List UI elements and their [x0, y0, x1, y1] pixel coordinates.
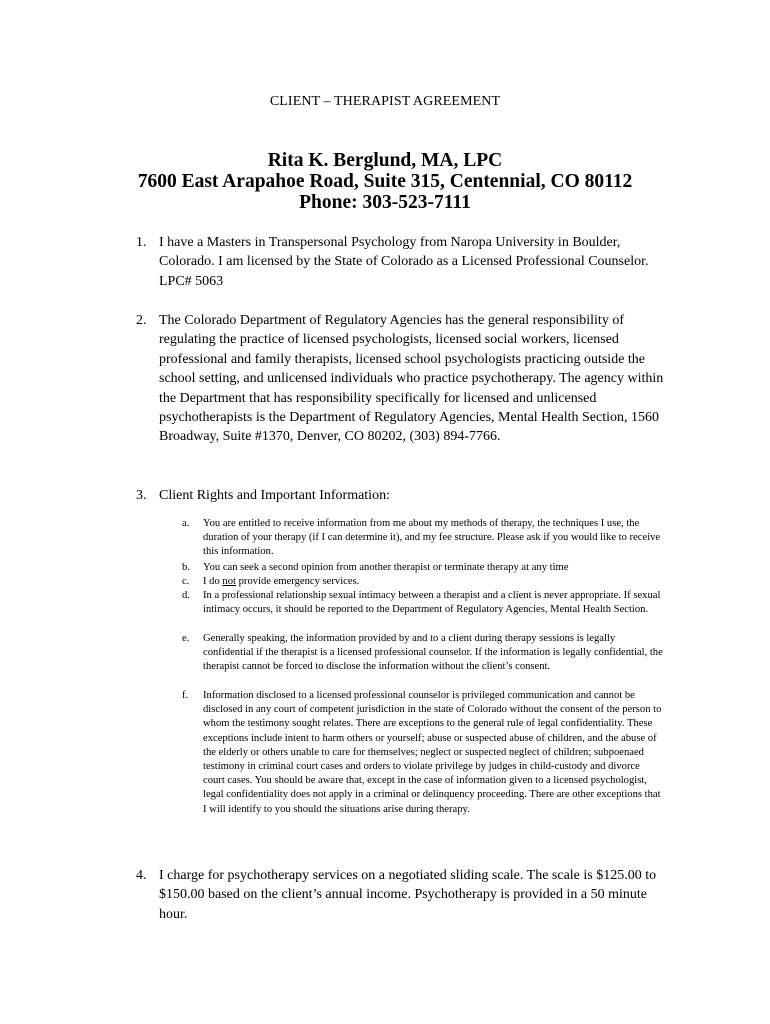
list-item-letter: f.: [182, 690, 189, 701]
therapist-header: [0, 150, 770, 213]
document-title: CLIENT – THERAPIST AGREEMENT: [269, 94, 501, 109]
item-text: I charge for psychotherapy services on a negotiated sliding scale. The scale is $125.00 to $150.00 based on the client’s annual income. Psychotherapy is provided in a 50 minute hour.: [159, 868, 657, 922]
list-item-letter: b.: [182, 562, 190, 573]
therapist-phone: Phone: 303-523-7111: [299, 192, 471, 213]
item-text: Client Rights and Important Information:: [159, 488, 390, 503]
list-item-letter: a.: [182, 518, 190, 529]
item-number: 2.: [136, 313, 147, 328]
list-item-text: Generally speaking, the information provided by and to a client during therapy sessions is legally confidential if the therapist is a licensed professional counselor. If the information is legally confidential, the therapist cannot be forced to disclose the information without the client’s consent.: [203, 633, 663, 673]
therapist-name: Rita K. Berglund, MA, LPC: [267, 150, 503, 171]
list-item-letter: e.: [182, 633, 190, 644]
item-number: 1.: [136, 235, 147, 250]
list-item-text: You can seek a second opinion from another therapist or terminate therapy at any time: [203, 562, 569, 573]
list-item-text: You are entitled to receive information from me about my methods of therapy, the techniques I use, the duration of your therapy (if I can determine it), and my fee structure. Please ask if you would like to receive this information.: [203, 518, 661, 558]
item-number: 4.: [136, 868, 147, 883]
therapist-address: 7600 East Arapahoe Road, Suite 315, Centennial, CO 80112: [137, 171, 633, 192]
list-item-text: Information disclosed to a licensed professional counselor is privileged communication and cannot be disclosed in any court of competent jurisdiction in the state of Colorado without the consent of the person to whom the testimony sought relates. There are exceptions to the general rule of legal confidentiality. These exceptions include intent to harm others or yourself; abuse or suspected abuse of children, and the abuse of the elderly or others unable to care for themselves; neglect or suspected neglect of children; subpoenaed testimony in criminal court cases and orders to violate privilege by judges in child-custody and divorce court cases. You should be aware that, except in the case of information given to a licensed psychologist, legal confidentiality does not apply in a criminal or delinquency proceeding. There are other exceptions that I will identify to you should the situations arise during therapy.: [203, 690, 662, 815]
list-item-letter: d.: [182, 590, 190, 601]
list-item-text: I do not provide emergency services.: [203, 576, 360, 587]
list-item-letter: c.: [182, 576, 190, 587]
item-number: 3.: [136, 488, 147, 503]
item-text: I have a Masters in Transpersonal Psychology from Naropa University in Boulder, Colorado. I am licensed by the State of Colorado as a Licensed Professional Counselor. LPC# 5063: [159, 235, 649, 289]
list-item-text: In a professional relationship sexual intimacy between a therapist and a client is never appropriate. If sexual intimacy occurs, it should be reported to the Department of Regulatory Agencies, Mental Health Section.: [203, 590, 661, 616]
emphasis-underline: not: [222, 576, 236, 587]
item-text: The Colorado Department of Regulatory Agencies has the general responsibility of regulating the practice of licensed psychologists, licensed social workers, licensed professional and family therapists, licensed school psychologists practicing outside the school setting, and unlicensed individuals who practice psychotherapy. The agency within the Department that has responsibility specifically for licensed and unlicensed psychotherapists is the Department of Regulatory Agencies, Mental Health Section, 1560 Broadway, Suite #1370, Denver, CO 80202, (303) 894-7766.: [159, 313, 664, 445]
